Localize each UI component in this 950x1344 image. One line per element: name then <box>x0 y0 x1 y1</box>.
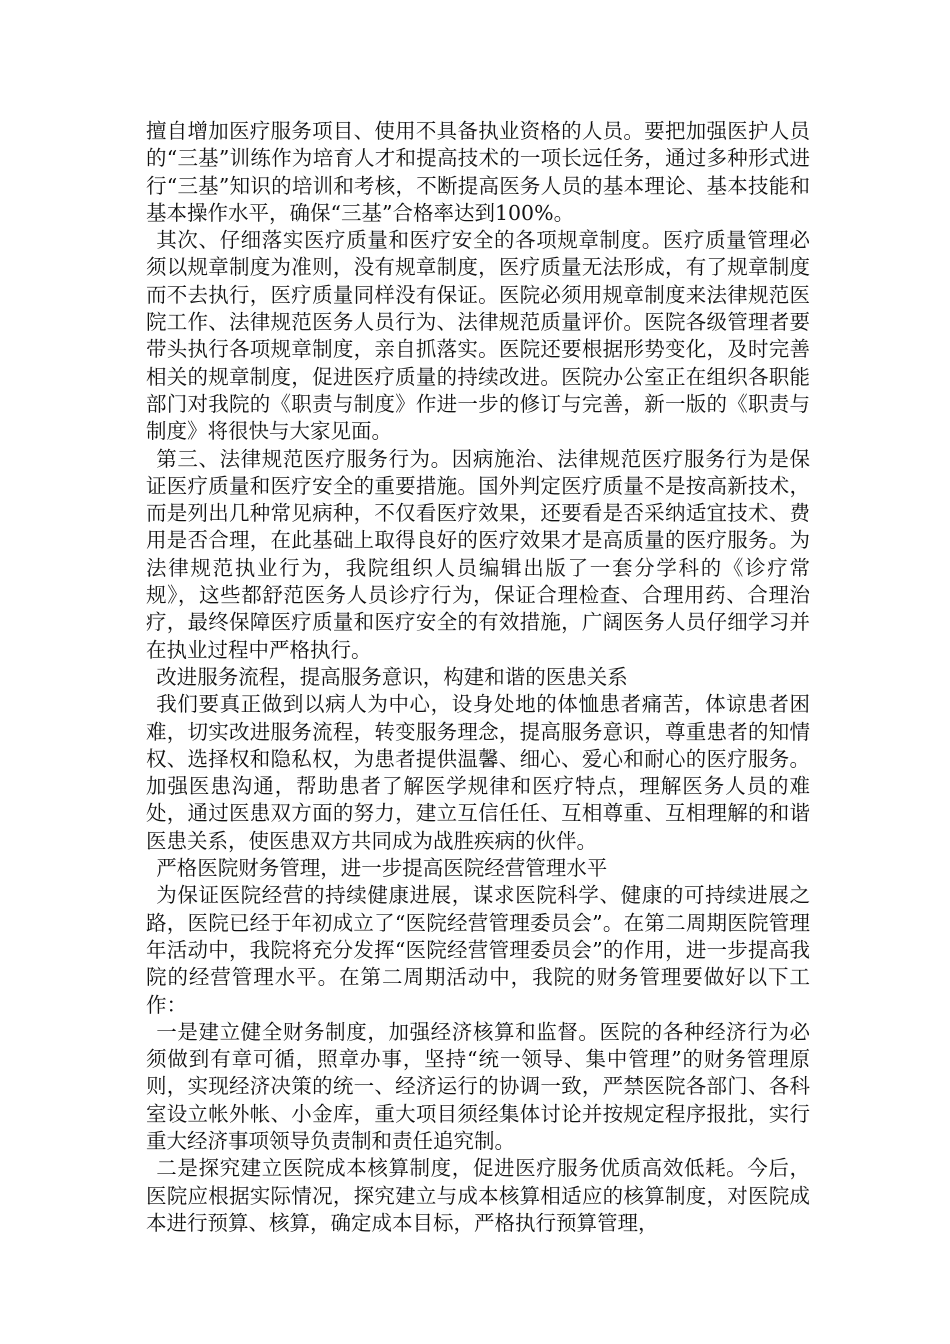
document-body <box>146 118 810 1237</box>
paragraph-staff-training: 擅自增加医疗服务项目、使用不具备执业资格的人员。要把加强医护人员的“三基”训练作为培育人才和提高技术的一项长远任务，通过多种形式进行“三基”知识的培训和考核，不断提高医务人员的基本理论、基本技能和基本操作水平，确保“三基”合格率达到100%。 <box>146 119 810 225</box>
paragraph-financial-system: 一是建立健全财务制度，加强经济核算和监督。医院的各种经济行为必须做到有章可循，照章办事，坚持“统一领导、集中管理”的财务管理原则，实现经济决策的统一、经济运行的协调一致，严禁医院各部门、各科室设立帐外帐、小金库，重大项目须经集体讨论并按规定程序报批，实行重大经济事项领导负责制和责任追究制。 <box>146 1019 810 1153</box>
paragraph-standardize-medical-behavior: 第三、法律规范医疗服务行为。因病施治、法律规范医疗服务行为是保证医疗质量和医疗安全的重要措施。国外判定医疗质量不是按高新技术，而是列出几种常见病种，不仅看医疗效果，还要看是否采纳适宜技术、费用是否合理，在此基础上取得良好的医疗效果才是高质量的医疗服务。为法律规范执业行为，我院组织人员编辑出版了一套分学科的《诊疗常规》，这些都舒范医务人员诊疗行为，保证合理检查、合理用药、合理治疗，最终保障医疗质量和医疗安全的有效措施，广阔医务人员仔细学习并在执业过程中严格执行。 <box>146 446 810 662</box>
section-heading-service-process: 改进服务流程，提高服务意识，构建和谐的医患关系 <box>156 664 628 689</box>
paragraph-rules-and-regulations: 其次、仔细落实医疗质量和医疗安全的各项规章制度。医疗质量管理必须以规章制度为准则，没有规章制度，医疗质量无法形成，有了规章制度而不去执行，医疗质量同样没有保证。医院必须用规章制度来法律规范医院工作、法律规范医务人员行为、法律规范质量评价。医院各级管理者要带头执行各项规章制度，亲自抓落实。医院还要根据形势变化，及时完善相关的规章制度，促进医疗质量的持续改进。医院办公室正在组织各职能部门对我院的《职责与制度》作进一步的修订与完善，新一版的《职责与制度》将很快与大家见面。 <box>146 228 810 444</box>
section-heading-financial-management: 严格医院财务管理，进一步提高医院经营管理水平 <box>156 856 608 881</box>
paragraph-patient-centered-service: 我们要真正做到以病人为中心，设身处地的体恤患者痛苦，体谅患者困难，切实改进服务流程，转变服务理念，提高服务意识，尊重患者的知情权、选择权和隐私权，为患者提供温馨、细心、爱心和耐心的医疗服务。加强医患沟通，帮助患者了解医学规律和医疗特点，理解医务人员的难处，通过医患双方面的努力，建立互信任任、互相尊重、互相理解的和谐医患关系，使医患双方共同成为战胜疾病的伙伴。 <box>146 692 810 853</box>
paragraph-cost-accounting: 二是探究建立医院成本核算制度，促进医疗服务优质高效低耗。今后，医院应根据实际情况，探究建立与成本核算相适应的核算制度，对医院成本进行预算、核算，确定成本目标，严格执行预算管理， <box>146 1156 810 1235</box>
paragraph-management-committee: 为保证医院经营的持续健康进展，谋求医院科学、健康的可持续进展之路，医院已经于年初成立了“医院经营管理委员会”。在第二周期医院管理年活动中，我院将充分发挥“医院经营管理委员会”的作用，进一步提高我院的经营管理水平。在第二周期活动中，我院的财务管理要做好以下工作： <box>146 883 810 1017</box>
